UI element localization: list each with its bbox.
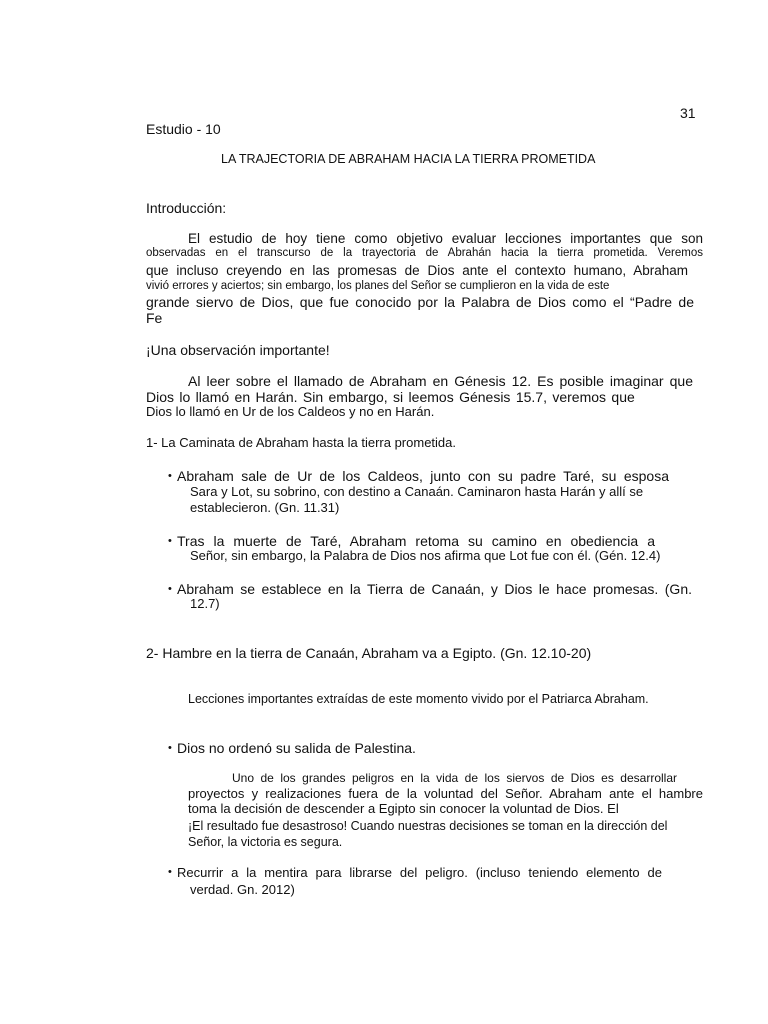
lessons-intro: Lecciones importantes extraídas de este momento vivido por el Patriarca Abraham. [188, 692, 649, 706]
observation-line: Dios lo llamó en Ur de los Caldeos y no en Harán. [146, 404, 435, 419]
intro-heading: Introducción: [146, 200, 227, 216]
bullet-icon: • [168, 742, 172, 754]
list-item-continuation: verdad. Gn. 2012) [190, 882, 295, 897]
bullet-icon: • [168, 583, 172, 595]
list-item: • Abraham sale de Ur de los Caldeos, junto con su padre Taré, su esposa [168, 468, 669, 484]
lesson-paragraph-line: proyectos y realizaciones fuera de la voluntad del Señor. Abraham ante el hambre [188, 786, 703, 801]
lesson-paragraph-line: Uno de los grandes peligros en la vida de los siervos de Dios es desarrollar [232, 771, 677, 785]
study-label: Estudio - 10 [146, 121, 221, 137]
intro-line: observadas en el transcurso de la trayectoria de Abrahán hacia la tierra prometida. Veremos [146, 247, 703, 259]
intro-line: grande siervo de Dios, que fue conocido por la Palabra de Dios como el “Padre de [146, 294, 694, 310]
page-number: 31 [680, 105, 696, 121]
section1-heading: 1- La Caminata de Abraham hasta la tierra prometida. [146, 435, 457, 450]
list-item: • Abraham se establece en la Tierra de Canaán, y Dios le hace promesas. (Gn. [168, 581, 692, 597]
observation-line: Dios lo llamó en Harán. Sin embargo, si leemos Génesis 15.7, veremos que [146, 389, 635, 405]
lesson-paragraph-line: toma la decisión de descender a Egipto sin conocer la voluntad de Dios. El [188, 801, 619, 816]
list-item: • Tras la muerte de Taré, Abraham retoma su camino en obediencia a [168, 533, 655, 549]
intro-line: Fe [146, 310, 163, 326]
intro-line: El estudio de hoy tiene como objetivo evaluar lecciones importantes que son [188, 231, 703, 246]
list-item-continuation: Sara y Lot, su sobrino, con destino a Canaán. Caminaron hasta Harán y allí se [190, 484, 644, 499]
list-item-continuation: Señor, sin embargo, la Palabra de Dios nos afirma que Lot fue con él. (Gén. 12.4) [190, 548, 661, 563]
document-title: LA TRAJECTORIA DE ABRAHAM HACIA LA TIERRA PROMETIDA [221, 152, 596, 166]
list-item-continuation: 12.7) [190, 596, 220, 611]
intro-line: que incluso creyendo en las promesas de Dios ante el contexto humano, Abraham [146, 263, 688, 278]
intro-line: vivió errores y aciertos; sin embargo, los planes del Señor se cumplieron en la vida de este [146, 280, 610, 292]
lesson-paragraph-line: ¡El resultado fue desastroso! Cuando nuestras decisiones se toman en la dirección del [188, 819, 668, 833]
bullet-icon: • [168, 535, 172, 547]
list-item: • Dios no ordenó su salida de Palestina. [168, 740, 416, 756]
lesson-paragraph-line: Señor, la victoria es segura. [188, 835, 343, 849]
observation-line: Al leer sobre el llamado de Abraham en Génesis 12. Es posible imaginar que [188, 373, 693, 389]
observation-heading: ¡Una observación importante! [146, 342, 330, 358]
bullet-icon: • [168, 866, 172, 878]
section2-heading: 2- Hambre en la tierra de Canaán, Abraham va a Egipto. (Gn. 12.10-20) [146, 645, 592, 661]
list-item-continuation: establecieron. (Gn. 11.31) [190, 500, 340, 515]
bullet-icon: • [168, 470, 172, 482]
list-item: • Recurrir a la mentira para librarse del peligro. (incluso teniendo elemento de [168, 865, 662, 880]
